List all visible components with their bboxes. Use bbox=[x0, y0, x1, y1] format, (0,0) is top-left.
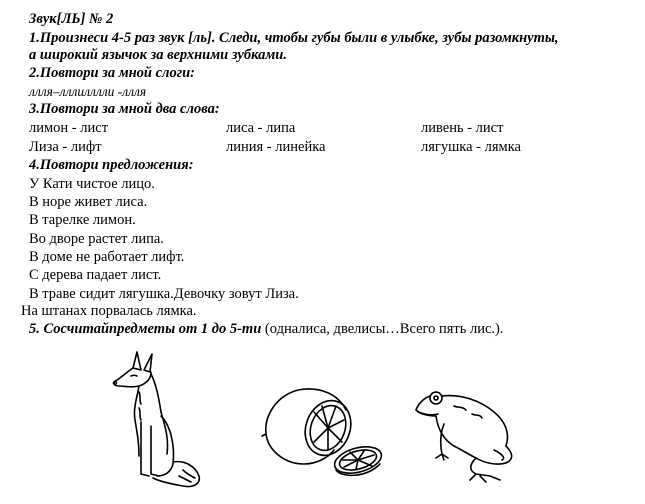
sentence: На штанах порвалась лямка. bbox=[21, 303, 197, 319]
task5-line bbox=[29, 320, 504, 338]
frog-picture bbox=[410, 384, 530, 484]
task3-heading: 3.Повтори за мной два слова: bbox=[29, 101, 220, 117]
lemon-picture bbox=[258, 380, 408, 490]
sentence: Во дворе растет липа. bbox=[29, 231, 164, 247]
task5-hint: (одналиса, двелисы…Всего пять лис.). bbox=[264, 321, 504, 337]
word-pair: ливень - лист bbox=[421, 120, 504, 136]
task5-heading: 5. Сосчитайпредметы от 1 до 5-ти bbox=[29, 321, 262, 337]
task2-syllables: ллля–лллилллли -ллля bbox=[29, 84, 147, 99]
fox-picture bbox=[95, 346, 215, 496]
sentence: В доме не работает лифт. bbox=[29, 249, 185, 265]
word-pair: линия - линейка bbox=[226, 139, 326, 155]
task1-line2: а широкий язычок за верхними зубками. bbox=[29, 47, 287, 63]
word-pair: лиса - липа bbox=[226, 120, 296, 136]
sentence: В тарелке лимон. bbox=[29, 212, 136, 228]
word-pair: Лиза - лифт bbox=[29, 139, 102, 155]
sentence: В траве сидит лягушка.Девочку зовут Лиза. bbox=[29, 286, 299, 302]
worksheet-title: Звук[ЛЬ] № 2 bbox=[29, 11, 114, 27]
sentence: У Кати чистое лицо. bbox=[29, 176, 155, 192]
word-pair: лимон - лист bbox=[29, 120, 109, 136]
word-pair: лягушка - лямка bbox=[421, 139, 521, 155]
sentence: С дерева падает лист. bbox=[29, 267, 162, 283]
task2-heading: 2.Повтори за мной слоги: bbox=[29, 65, 195, 81]
task4-heading: 4.Повтори предложения: bbox=[29, 157, 194, 173]
sentence: В норе живет лиса. bbox=[29, 194, 148, 210]
task1-line1: 1.Произнеси 4-5 раз звук [ль]. Следи, чтобы губы были в улыбке, зубы разомкнуты, bbox=[29, 30, 559, 46]
